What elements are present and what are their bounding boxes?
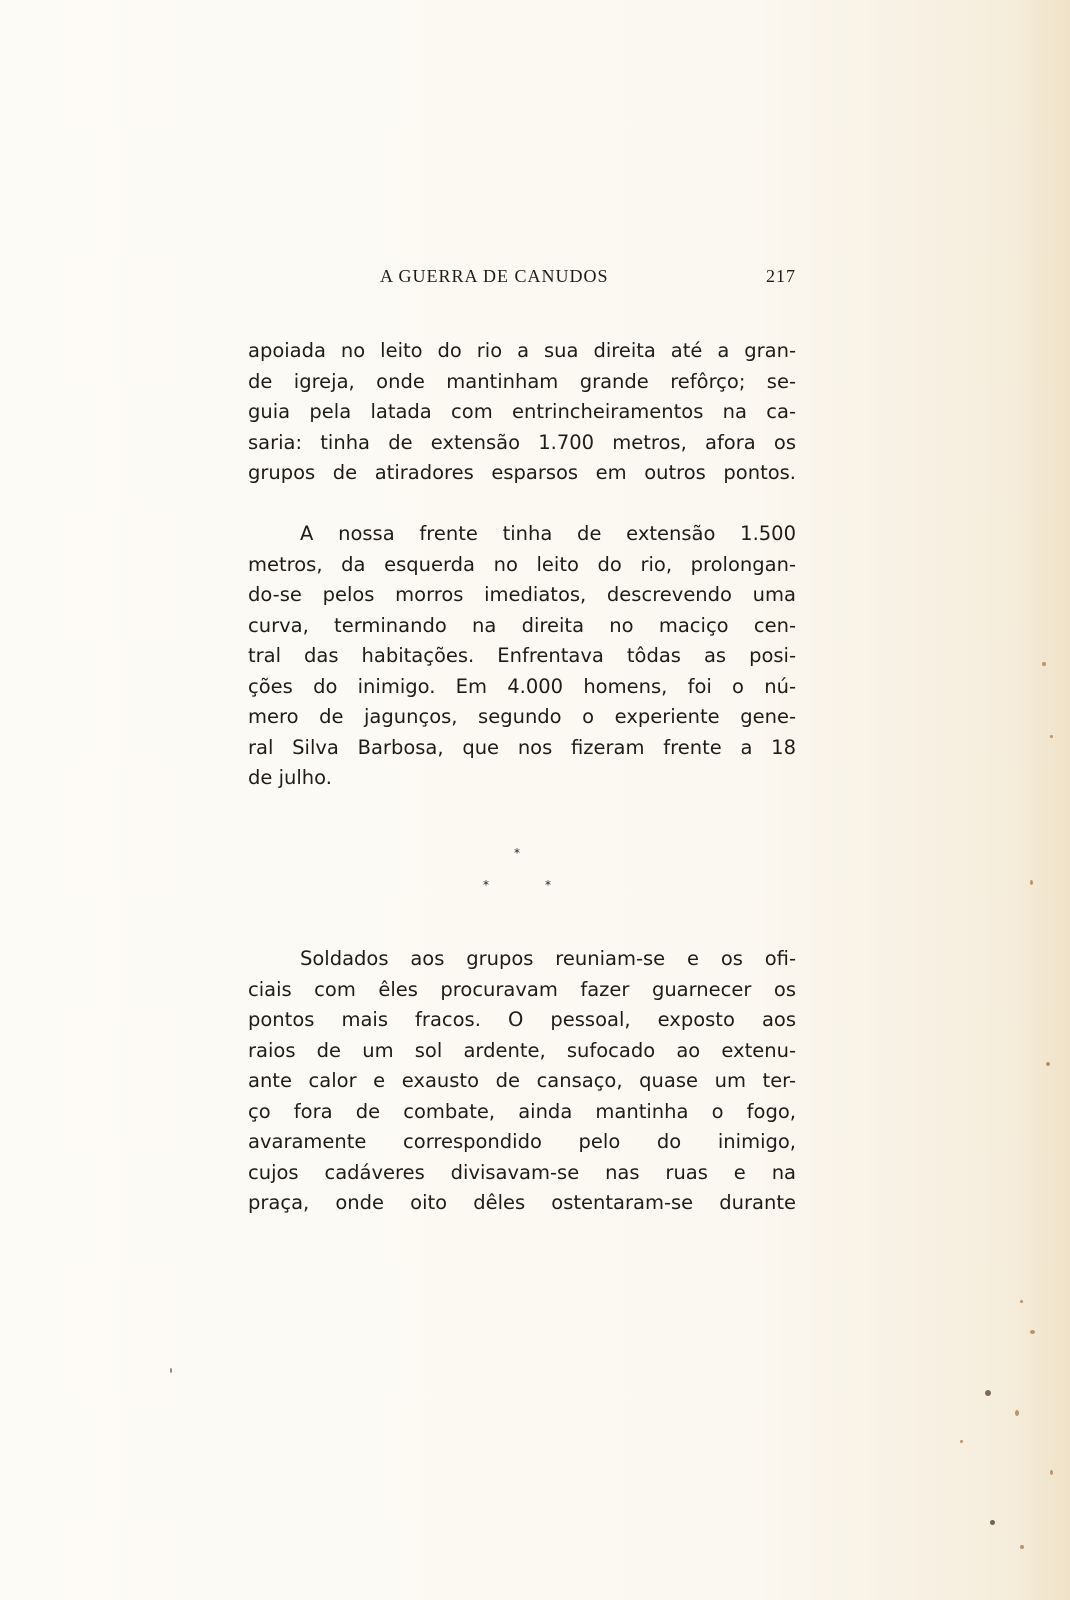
asterisk-icon: * bbox=[545, 878, 551, 892]
stain-spot bbox=[1030, 880, 1033, 885]
text-line: grupos de atiradores esparsos em outros pontos. bbox=[248, 461, 796, 484]
paragraph-3 bbox=[248, 944, 796, 1219]
stain-spot bbox=[960, 1440, 963, 1443]
stain-spot bbox=[1020, 1300, 1023, 1303]
stain-spot bbox=[170, 1368, 172, 1373]
text-line: de igreja, onde mantinham grande refôrço; se- bbox=[248, 369, 796, 393]
text-line: saria: tinha de extensão 1.700 metros, afora os bbox=[248, 430, 796, 454]
text-line: ço fora de combate, ainda mantinha o fogo, bbox=[248, 1099, 796, 1123]
page-number: 217 bbox=[766, 266, 796, 286]
asterisk-icon: * bbox=[514, 846, 520, 860]
text-line: metros, da esquerda no leito do rio, prolongan- bbox=[248, 552, 796, 576]
text-line: tral das habitações. Enfrentava tôdas as posi- bbox=[248, 644, 796, 667]
text-line: praça, onde oito dêles ostentaram-se durante bbox=[248, 1191, 796, 1214]
text-line: avaramente correspondido pelo do inimigo, bbox=[248, 1130, 796, 1153]
text-line: de julho. bbox=[248, 766, 332, 789]
text-line: A nossa frente tinha de extensão 1.500 bbox=[300, 522, 796, 545]
text-line: guia pela latada com entrincheiramentos na ca- bbox=[248, 400, 796, 423]
stain-spot bbox=[1030, 1330, 1035, 1334]
stain-spot bbox=[985, 1390, 991, 1396]
text-line: pontos mais fracos. O pessoal, exposto aos bbox=[248, 1008, 796, 1031]
section-divider bbox=[470, 846, 570, 906]
paragraph-1 bbox=[248, 336, 796, 489]
text-line: raios de um sol ardente, sufocado ao extenu- bbox=[248, 1038, 796, 1062]
text-line: ciais com êles procuravam fazer guarnecer os bbox=[248, 977, 796, 1001]
stain-spot bbox=[1050, 1470, 1053, 1475]
text-line: Soldados aos grupos reuniam-se e os ofi- bbox=[300, 947, 796, 970]
stain-spot bbox=[1015, 1410, 1019, 1416]
asterisk-icon: * bbox=[483, 878, 489, 892]
text-line: ral Silva Barbosa, que nos fizeram frente a 18 bbox=[248, 735, 796, 759]
text-line: cujos cadáveres divisavam-se nas ruas e na bbox=[248, 1160, 796, 1184]
running-title: A GUERRA DE CANUDOS bbox=[380, 266, 609, 286]
text-line: mero de jagunços, segundo o experiente gene- bbox=[248, 705, 796, 728]
paragraph-2 bbox=[248, 519, 796, 794]
stain-spot bbox=[990, 1520, 995, 1525]
text-line: ções do inimigo. Em 4.000 homens, foi o nú- bbox=[248, 674, 796, 698]
text-line: curva, terminando na direita no maciço cen- bbox=[248, 613, 796, 637]
text-line: ante calor e exausto de cansaço, quase um ter- bbox=[248, 1069, 796, 1092]
stain-spot bbox=[1046, 1062, 1050, 1066]
stain-spot bbox=[1050, 735, 1053, 738]
text-line: apoiada no leito do rio a sua direita até a gran- bbox=[248, 339, 796, 362]
stain-spot bbox=[1020, 1545, 1024, 1549]
text-line: do-se pelos morros imediatos, descrevendo uma bbox=[248, 583, 796, 606]
running-header bbox=[248, 266, 796, 296]
stain-spot bbox=[1042, 662, 1046, 666]
